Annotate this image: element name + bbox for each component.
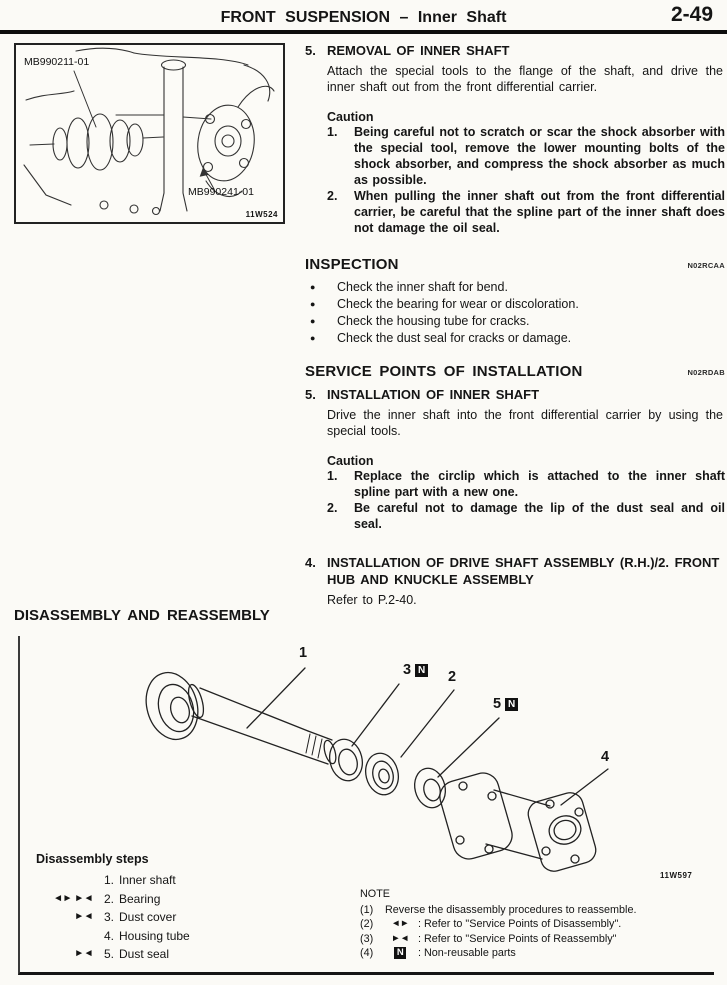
caution-number: 2. bbox=[327, 501, 338, 515]
installation-heading-title: INSTALLATION OF INNER SHAFT bbox=[327, 387, 540, 402]
disassembly-steps bbox=[36, 852, 306, 964]
note-item: (3) ►◄ : Refer to "Service Points of Reassembly" bbox=[360, 932, 617, 945]
special-tool-label-2: MB990241-01 bbox=[188, 186, 254, 198]
page-title: FRONT SUSPENSION – Inner Shaft bbox=[220, 9, 507, 26]
note-item: (2) ◄► : Refer to "Service Points of Disassembly". bbox=[360, 918, 622, 930]
service-point-arrows-icon: ◄► ►◄ bbox=[53, 892, 93, 904]
figure-code-11w597: 11W597 bbox=[660, 871, 693, 880]
removal-body: Attach the special tools to the flange of the shaft, and drive the inner shaft out from the front differential carrier. bbox=[327, 64, 723, 94]
part-callout-5: 5 N bbox=[493, 696, 518, 712]
figure-code-11w524: 11W524 bbox=[245, 210, 278, 219]
installation-caution-label: Caution bbox=[327, 454, 374, 468]
bullet-icon: ● bbox=[310, 316, 316, 326]
bullet-icon: ● bbox=[310, 282, 316, 292]
inspection-section-code: N02RCAA bbox=[687, 261, 725, 270]
removal-caution-label: Caution bbox=[327, 110, 374, 124]
removal-caution-item bbox=[327, 124, 725, 188]
page-number: 2-49 bbox=[670, 3, 713, 26]
disassembly-steps-title: Disassembly steps bbox=[36, 852, 149, 866]
inspection-item: ● Check the housing tube for cracks. bbox=[310, 314, 530, 328]
non-reusable-icon: N bbox=[415, 664, 428, 677]
service-point-arrows-icon bbox=[36, 927, 97, 946]
inspection-item: ● Check the inner shaft for bend. bbox=[310, 280, 508, 294]
caution-number: 1. bbox=[327, 469, 338, 483]
caution-number: 2. bbox=[327, 189, 338, 203]
service-point-arrows-icon: ►◄ bbox=[74, 948, 93, 959]
service-points-heading-row bbox=[305, 363, 725, 380]
right-column bbox=[305, 42, 725, 609]
header-rule bbox=[0, 30, 727, 34]
note-item: (1) Reverse the disassembly procedures to reassemble. bbox=[360, 903, 637, 916]
step-row: 4. Housing tube bbox=[36, 927, 306, 946]
installation-heading-number: 5. bbox=[305, 387, 316, 402]
inspection-heading-row bbox=[305, 256, 725, 273]
caution-number: 1. bbox=[327, 125, 338, 139]
drive-shaft-heading bbox=[305, 554, 725, 588]
caution-text: Being careful not to scratch or scar the shock absorber with the special tool, remove the lower mounting bolts of the shock absorber, and compress the shock absorber as much as possible. bbox=[354, 125, 725, 187]
non-reusable-icon: N bbox=[505, 698, 518, 711]
non-reusable-icon: N bbox=[394, 947, 406, 959]
drive-shaft-body: Refer to P.2-40. bbox=[327, 593, 417, 607]
part-callout-4: 4 bbox=[601, 749, 610, 765]
step-row: 1. Inner shaft bbox=[36, 871, 306, 890]
reassembly-arrows-icon: ►◄ bbox=[391, 932, 409, 944]
caution-text: When pulling the inner shaft out from the front differential carrier, be careful that the spline part of the inner shaft does not damage the oil seal. bbox=[354, 189, 725, 235]
service-points-title: SERVICE POINTS OF INSTALLATION bbox=[305, 363, 583, 380]
step-row: ►◄ 3. Dust cover bbox=[36, 908, 306, 927]
caution-text: Replace the circlip which is attached to the inner shaft spline part with a new one. bbox=[354, 469, 725, 499]
removal-tools-figure bbox=[14, 43, 285, 224]
removal-heading-number: 5. bbox=[305, 43, 316, 58]
note-legend bbox=[360, 887, 712, 961]
removal-heading bbox=[305, 42, 725, 59]
part-callout-2: 2 bbox=[448, 669, 457, 685]
part-callout-3: 3 N bbox=[403, 662, 428, 678]
drive-shaft-heading-number: 4. bbox=[305, 555, 316, 570]
service-point-arrows-icon bbox=[36, 871, 97, 890]
disassembly-section-title: DISASSEMBLY AND REASSEMBLY bbox=[14, 607, 270, 624]
note-title: NOTE bbox=[360, 888, 390, 900]
removal-caution-item bbox=[327, 188, 725, 236]
step-row: ◄► ►◄ 2. Bearing bbox=[36, 890, 306, 909]
removal-heading-title: REMOVAL OF INNER SHAFT bbox=[327, 43, 510, 58]
service-points-section-code: N02RDAB bbox=[687, 368, 725, 377]
drive-shaft-heading-title: INSTALLATION OF DRIVE SHAFT ASSEMBLY (R.H.)/2. FRONT HUB AND KNUCKLE ASSEMBLY bbox=[327, 555, 720, 587]
inspection-title: INSPECTION bbox=[305, 256, 399, 273]
exploded-diagram-box bbox=[18, 636, 714, 975]
installation-caution-item bbox=[327, 468, 725, 500]
caution-text: Be careful not to damage the lip of the dust seal and oil seal. bbox=[354, 501, 725, 531]
bullet-icon: ● bbox=[310, 333, 316, 343]
service-point-arrows-icon: ►◄ bbox=[74, 911, 93, 922]
bullet-icon: ● bbox=[310, 299, 316, 309]
note-item: (4) N : Non-reusable parts bbox=[360, 947, 516, 959]
part-callout-1: 1 bbox=[299, 645, 308, 661]
installation-caution-item bbox=[327, 500, 725, 532]
inspection-list bbox=[305, 279, 725, 347]
installation-body: Drive the inner shaft into the front differential carrier by using the special tools. bbox=[327, 408, 723, 438]
special-tool-label-1: MB990211-01 bbox=[24, 56, 90, 68]
inspection-item: ● Check the dust seal for cracks or damage. bbox=[310, 331, 572, 345]
disassembly-arrows-icon: ◄► bbox=[391, 918, 409, 929]
installation-heading bbox=[305, 386, 725, 403]
inspection-item: ● Check the bearing for wear or discoloration. bbox=[310, 297, 579, 311]
step-row: ►◄ 5. Dust seal bbox=[36, 945, 306, 964]
